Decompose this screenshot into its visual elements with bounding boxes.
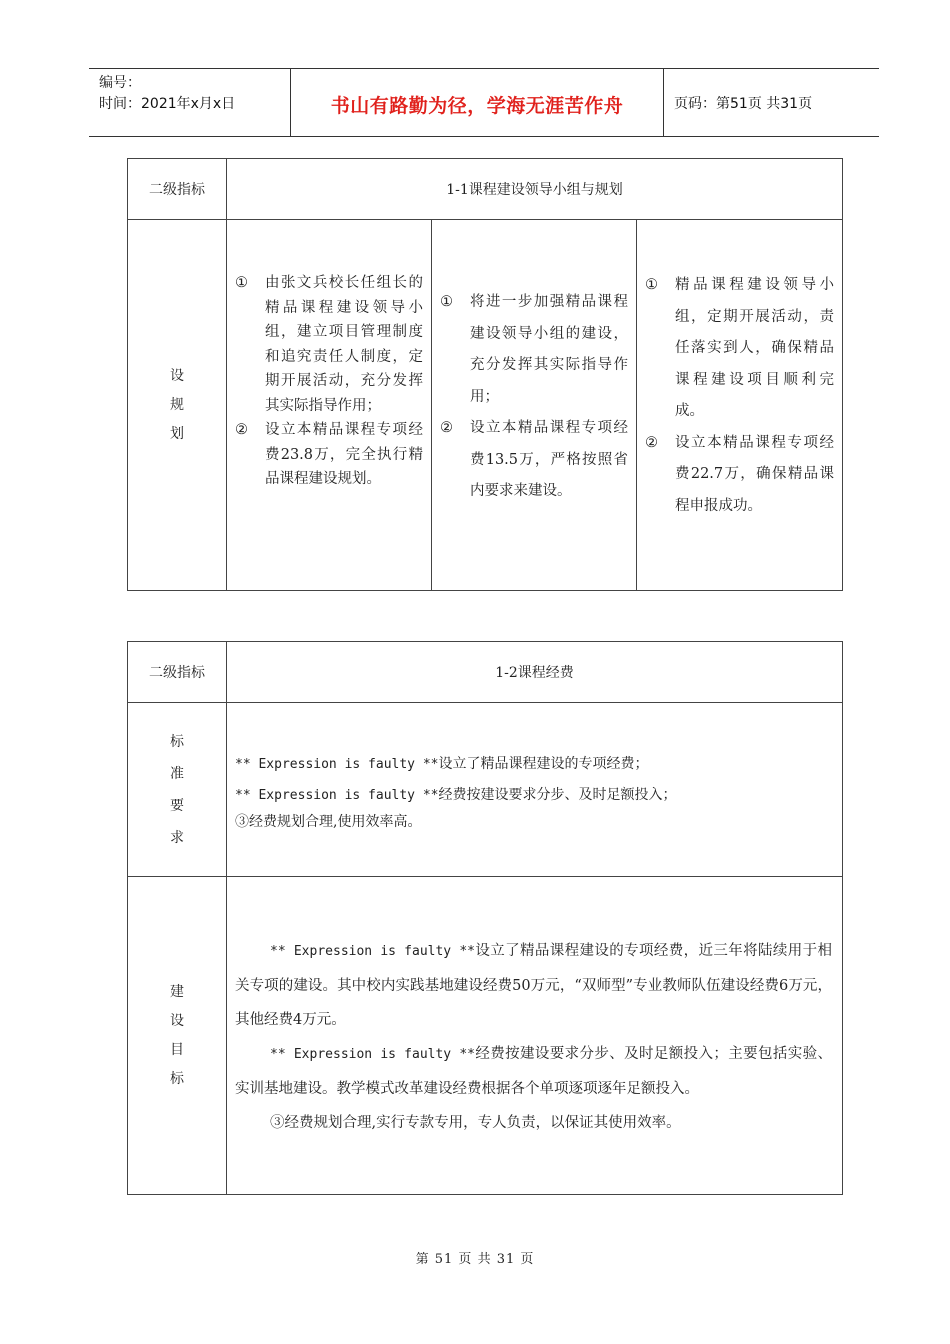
secondary-indicator-label: 二级指标 bbox=[128, 642, 227, 703]
indicator-title: 1-1课程建设领导小组与规划 bbox=[227, 159, 843, 220]
item-text: 将进一步加强精品课程建设领导小组的建设，充分发挥其实际指导作用； bbox=[470, 294, 628, 405]
item-number: ② bbox=[645, 434, 658, 451]
plan-item bbox=[227, 271, 431, 418]
item-text: 精品课程建设领导小组，定期开展活动，责任落实到人，确保精品课程建设项目顺利完成。 bbox=[675, 277, 835, 419]
item-number: ② bbox=[440, 420, 453, 436]
requirement-line bbox=[235, 811, 842, 834]
standard-requirements bbox=[227, 703, 843, 877]
goal-paragraph bbox=[235, 1106, 832, 1141]
code-label: 编号： bbox=[99, 75, 141, 91]
header-divider bbox=[663, 69, 664, 136]
plan-column-3 bbox=[637, 220, 843, 591]
plan-item bbox=[227, 418, 431, 492]
item-text: 设立本精品课程专项经费13.5万，严格按照省内要求来建设。 bbox=[470, 420, 628, 499]
row-label-text: 建 设 目 标 bbox=[170, 983, 184, 1087]
requirement-text: 设立了精品课程建设的专项经费； bbox=[438, 756, 649, 772]
time-label: 时间：2021年x月x日 bbox=[99, 96, 236, 112]
requirement-prefix: ** Expression is faulty ** bbox=[235, 757, 439, 772]
row-label-goal bbox=[128, 877, 227, 1195]
row-label-text: 标 准 要 求 bbox=[170, 733, 184, 846]
plan-item bbox=[432, 413, 636, 508]
goal-text: 设立了精品课程建设的专项经费，近三年将陆续用于相关专项的建设。其中校内实践基地建设经费50万元，“双师型”专业教师队伍建设经费6万元，其他经费4万元。 bbox=[235, 943, 832, 1028]
item-text: 设立本精品课程专项经费23.8万，完全执行精品课程建设规划。 bbox=[265, 422, 423, 487]
plan-item bbox=[637, 270, 842, 428]
secondary-indicator-label: 二级指标 bbox=[128, 159, 227, 220]
goal-text: 经费按建设要求分步、及时足额投入；主要包括实验、实训基地建设。教学模式改革建设经费根据各个单项逐项逐年足额投入。 bbox=[235, 1046, 832, 1097]
row-label-standard bbox=[128, 703, 227, 877]
header-motto: 书山有路勤为径，学海无涯苦作舟 bbox=[330, 95, 624, 117]
plan-item bbox=[637, 428, 842, 523]
indicator-title: 1-2课程经费 bbox=[227, 642, 843, 703]
construction-goals bbox=[227, 877, 843, 1195]
item-number: ① bbox=[645, 277, 658, 293]
plan-column-2 bbox=[432, 220, 637, 591]
item-text: 设立本精品课程专项经费22.7万，确保精品课程申报成功。 bbox=[675, 434, 835, 514]
page-footer: 第 51 页 共 31 页 bbox=[415, 1252, 535, 1267]
requirement-text: ③经费规划合理,使用效率高。 bbox=[235, 814, 422, 830]
goal-prefix: ** Expression is faulty ** bbox=[270, 1047, 475, 1062]
requirement-prefix: ** Expression is faulty ** bbox=[235, 788, 439, 803]
item-number: ① bbox=[440, 294, 453, 310]
row-label-planning bbox=[128, 220, 227, 591]
page-header bbox=[89, 68, 879, 137]
indicator-table-2 bbox=[127, 641, 843, 1195]
item-number: ① bbox=[235, 275, 248, 291]
requirement-line bbox=[235, 749, 842, 780]
header-meta bbox=[99, 73, 235, 115]
goal-paragraph bbox=[235, 1037, 832, 1106]
requirement-text: 经费按建设要求分步、及时足额投入； bbox=[438, 787, 677, 803]
plan-column-1 bbox=[227, 220, 432, 591]
indicator-table-1 bbox=[127, 158, 843, 591]
item-number: ② bbox=[235, 422, 248, 438]
requirement-line bbox=[235, 780, 842, 811]
header-page-number: 页码：第51页 共31页 bbox=[674, 96, 813, 112]
goal-paragraph bbox=[235, 934, 832, 1037]
goal-prefix: ** Expression is faulty ** bbox=[270, 944, 475, 959]
item-text: 由张文兵校长任组长的精品课程建设领导小组，建立项目管理制度和追究责任人制度，定期开展活动，充分发挥其实际指导作用； bbox=[265, 275, 423, 414]
row-label-text: 设 规 划 bbox=[170, 367, 184, 442]
plan-item bbox=[432, 287, 636, 413]
goal-text: ③经费规划合理,实行专款专用，专人负责，以保证其使用效率。 bbox=[270, 1115, 681, 1131]
